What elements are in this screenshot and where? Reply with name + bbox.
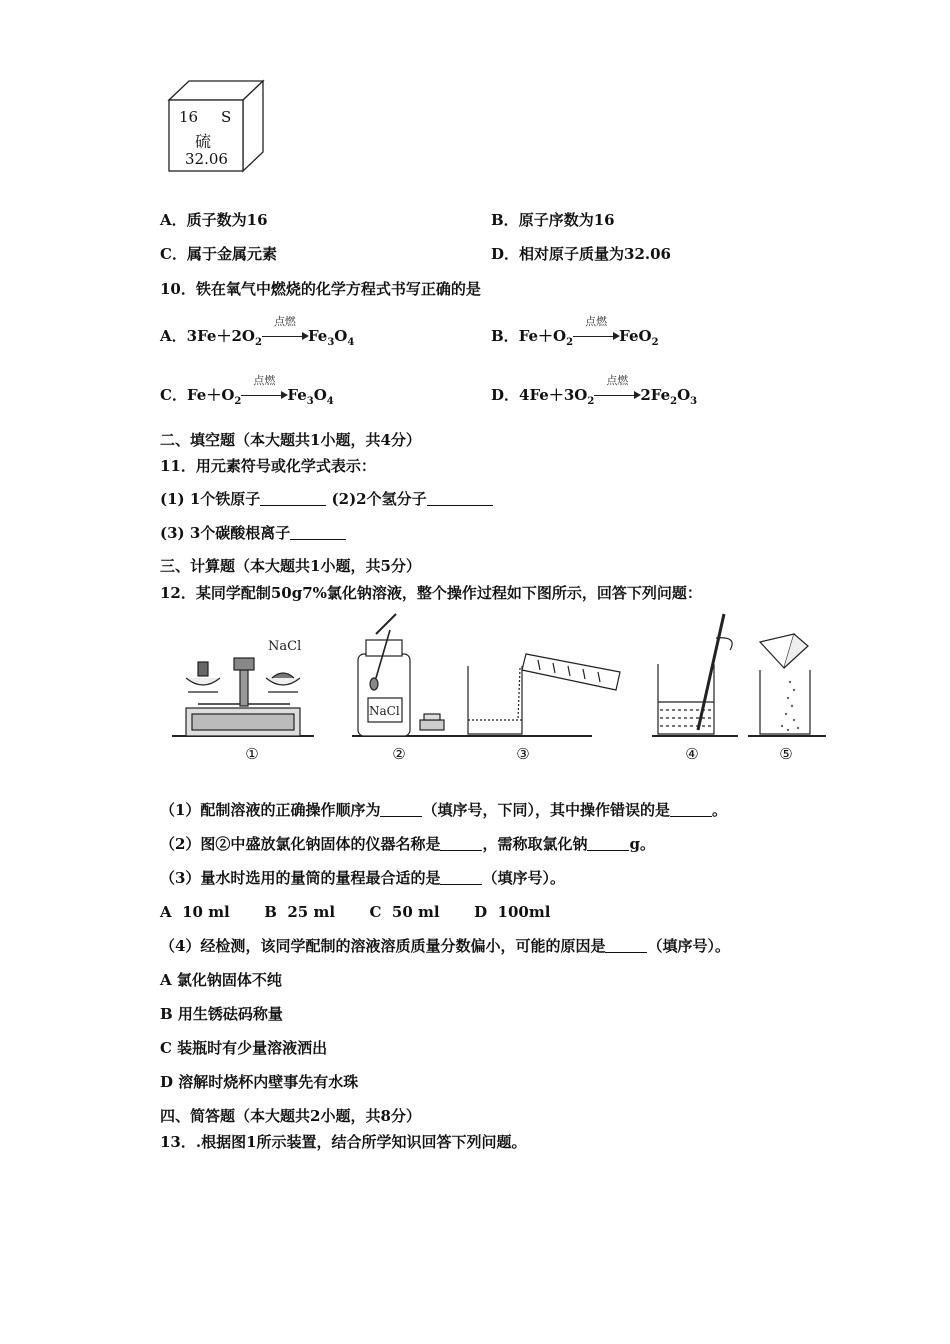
step-label-2: ②: [392, 745, 406, 763]
option-d: D 100ml: [474, 903, 551, 921]
element-name: 硫: [195, 132, 212, 151]
bottle-label: NaCl: [369, 704, 400, 718]
element-mass: 32.06: [185, 150, 228, 168]
q12-sub-3: （3）量水时选用的量筒的量程最合适的是 （填序号）。: [160, 869, 565, 887]
answer-blank[interactable]: [380, 802, 422, 817]
q10-stem: 10．铁在氧气中燃烧的化学方程式书写正确的是: [160, 280, 481, 298]
q12-sub-4: （4）经检测，该同学配制的溶液溶质质量分数偏小，可能的原因是 （填序号）。: [160, 937, 730, 955]
q12-sub-1: （1）配制溶液的正确操作顺序为 （填序号，下同），其中操作错误的是 。: [160, 801, 727, 819]
q10-option-c: C．$Fe+O_2$ 点燃 $Fe_3O_4$: [160, 374, 334, 407]
option-a: A 10 ml: [160, 903, 230, 921]
answer-blank[interactable]: [440, 870, 482, 885]
q11-line-1: (1) 1个铁原子 (2)2个氢分子: [160, 489, 493, 509]
answer-blank[interactable]: [440, 836, 482, 851]
q12-sub-2: （2）图②中盛放氯化钠固体的仪器名称是 ，需称取氯化钠 g。: [160, 835, 655, 853]
nacl-label: NaCl: [268, 639, 302, 654]
option-b: B 25 ml: [264, 903, 336, 921]
step-label-5: ⑤: [779, 745, 793, 763]
element-symbol: S: [221, 108, 232, 126]
q12-stem: 12．某同学配制50g7%氯化钠溶液，整个操作过程如下图所示，回答下列问题：: [160, 584, 702, 602]
step-label-3: ③: [516, 745, 530, 763]
step-label-1: ①: [245, 745, 259, 763]
reaction-arrow: 点燃: [594, 386, 640, 400]
reaction-arrow: 点燃: [573, 327, 619, 341]
section-2-title: 二、填空题（本大题共1小题，共4分）: [160, 431, 421, 449]
q12-sub-4-option-a: A 氯化钠固体不纯: [160, 971, 282, 989]
answer-blank[interactable]: [605, 938, 647, 953]
section-4-title: 四、简答题（本大题共2小题，共8分）: [160, 1107, 421, 1125]
answer-blank[interactable]: [290, 525, 346, 540]
q12-sub-4-option-d: D 溶解时烧杯内壁事先有水珠: [160, 1073, 359, 1091]
experiment-figure: [168, 610, 828, 770]
section-3-title: 三、计算题（本大题共1小题，共5分）: [160, 557, 421, 575]
option-c: C 50 ml: [369, 903, 440, 921]
answer-blank[interactable]: [427, 491, 493, 506]
answer-blank[interactable]: [587, 836, 629, 851]
reaction-arrow: 点燃: [241, 386, 287, 400]
answer-blank[interactable]: [670, 802, 712, 817]
q11-stem: 11．用元素符号或化学式表示：: [160, 457, 376, 475]
q9-option-a: A．质子数为16: [160, 211, 268, 229]
q10-option-a: A．$3Fe+2O_2$ 点燃 $Fe_3O_4$: [160, 315, 355, 348]
q13-stem: 13．.根据图1所示装置，结合所学知识回答下列问题。: [160, 1133, 527, 1151]
q12-sub-3-options: [160, 902, 550, 922]
q10-option-d: D．$4Fe+3O_2$ 点燃 $2Fe_2O_3$: [491, 374, 698, 407]
element-card: [165, 78, 267, 174]
q12-sub-4-option-b: B 用生锈砝码称量: [160, 1005, 283, 1023]
q10-option-b: B．$Fe+O_2$ 点燃 FeO$_2$: [491, 315, 659, 348]
reaction-arrow: 点燃: [262, 327, 308, 341]
q9-option-d: D．相对原子质量为32.06: [491, 245, 671, 263]
q9-option-c: C．属于金属元素: [160, 245, 277, 263]
q11-line-2: (3) 3个碳酸根离子: [160, 523, 346, 543]
q12-sub-4-option-c: C 装瓶时有少量溶液洒出: [160, 1039, 328, 1057]
answer-blank[interactable]: [260, 491, 326, 506]
step-label-4: ④: [685, 745, 699, 763]
lab-apparatus-illustration: [168, 610, 828, 770]
q9-option-b: B．原子序数为16: [491, 211, 615, 229]
element-number: 16: [179, 108, 199, 126]
